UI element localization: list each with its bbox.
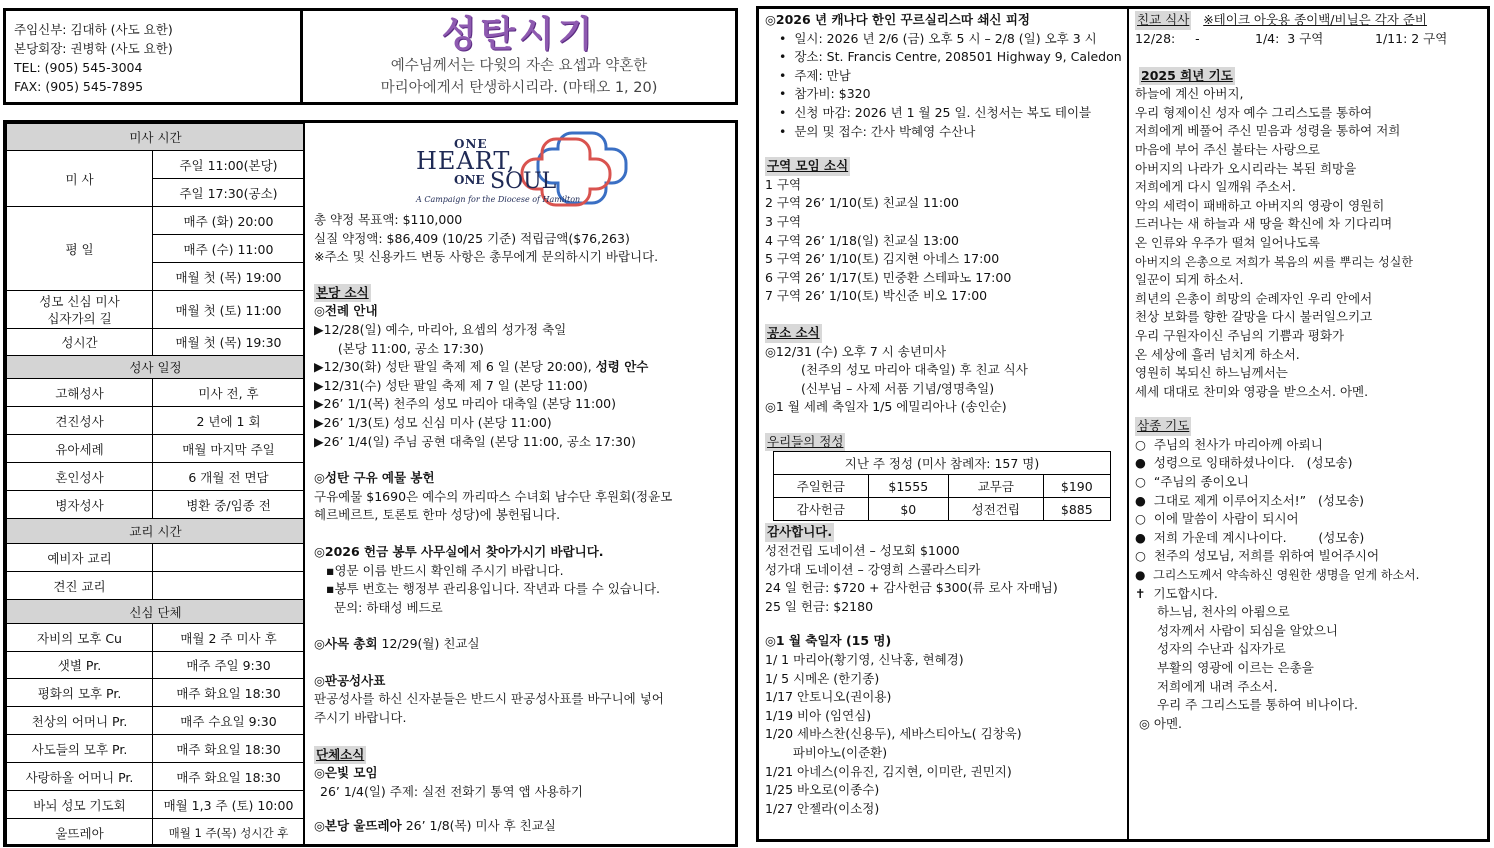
prayer-line: 일꾼이 되게 하소서. <box>1135 272 1244 288</box>
campaign-goal: 총 약정 목표액: $110,000 <box>314 212 463 227</box>
district-title: 구역 모임 소식 <box>765 157 850 176</box>
catechism-name: 견진 교리 <box>7 572 153 600</box>
campaign-note: ※주소 및 신용카드 변동 사항은 총무에게 문의하시기 바랍니다. <box>314 249 659 265</box>
retreat-item: • 신청 마감: 2026 년 1 월 25 일. 신청서는 복도 테이블 <box>779 104 1092 120</box>
prayer-line: 온 세상에 흘러 넘치게 하소서. <box>1135 346 1300 362</box>
prayer-line: 마음에 부어 주신 불타는 사랑으로 <box>1135 141 1320 157</box>
confession-line-1: 판공성사를 하신 신자분들은 반드시 판공성사표를 바구니에 넣어 <box>314 691 664 707</box>
offering-amount: $190 <box>1043 475 1110 498</box>
schedule-table <box>6 123 305 847</box>
fellowship-note: ※테이크 아웃용 종이백/비닐은 각자 준비 <box>1203 12 1427 27</box>
feast-item: 1/ 1 마리아(황기영, 신낙홍, 현혜경) <box>765 652 964 668</box>
silver-text: 26’ 1/4(일) 주제: 실전 전화기 통역 앱 사용하기 <box>320 783 583 799</box>
liturgy-bold-suffix: 성령 안수 <box>595 359 649 375</box>
campaign-actual: 실질 약정액: $86,409 (10/25 기준) 적립금액($76,263) <box>314 230 630 246</box>
angelus-text: 주님의 천사가 마리아께 아뢰니 <box>1153 436 1323 452</box>
liturgy-title: ◎전례 안내 <box>314 303 378 319</box>
verse-line-2: 마리아에게서 탄생하시리라. (마태오 1, 20) <box>380 80 658 96</box>
right-panel <box>756 6 1490 842</box>
mass-label: 미 사 <box>7 151 153 207</box>
prayer-line: 영원히 복되신 하느님께서는 <box>1135 365 1288 381</box>
retreat-item: • 장소: St. Francis Centre, 208501 Highway 9, Caledon <box>779 49 1122 65</box>
angelus-text: 저희 가운데 계시나이다. (성모송) <box>1153 529 1365 545</box>
angelus-text: 기도합시다. <box>1153 585 1218 601</box>
offering-label: 교무금 <box>949 475 1044 498</box>
group-name: 자비의 모후 Cu <box>7 624 153 652</box>
marian-mass-label-1: 성모 신심 미사 <box>39 293 120 309</box>
retreat-item-text: 참가비: $320 <box>794 86 871 102</box>
offering-label: 성전건립 <box>949 498 1044 521</box>
angelus-text: “주님의 종이오니 <box>1153 474 1249 490</box>
thanks-title: 감사합니다. <box>765 523 834 542</box>
confession-line-2: 주시기 바랍니다. <box>314 710 407 726</box>
angelus-mark: ● <box>1135 492 1146 508</box>
mass-sunday-2: 주일 17:30(공소) <box>153 179 305 207</box>
cross-icon: ✝ <box>1135 585 1146 601</box>
general-meeting-title: ◎사목 총회 <box>314 636 378 652</box>
prayer-line: 천상 보화를 향한 갈망을 다시 불러일으키고 <box>1135 309 1373 325</box>
group-value: 매월 1,3 주 (토) 10:00 <box>153 791 305 819</box>
confession-title: ◎판공성사표 <box>314 672 386 688</box>
district-item: 5 구역 26’ 1/10(토) 김지현 아네스 17:00 <box>765 251 1000 267</box>
catechism-value <box>153 572 305 600</box>
title-box <box>300 8 738 105</box>
offering-amount: $885 <box>1043 498 1110 521</box>
angelus-line <box>1135 436 1485 455</box>
phone-number: TEL: (905) 545-3004 <box>14 60 143 75</box>
angelus-text: 그리스도께서 약속하신 영원한 생명을 얻게 하소서. <box>1153 568 1420 583</box>
group-name: 천상의 어머니 Pr. <box>7 707 153 735</box>
parish-column <box>314 211 672 836</box>
group-value: 매월 2 주 미사 후 <box>153 624 305 652</box>
group-name: 울뜨레아 <box>7 819 153 847</box>
angelus-mark: ○ <box>1135 511 1146 527</box>
jubilee-prayer-title: 2025 희년 기도 <box>1139 67 1235 86</box>
news-column <box>765 11 1125 818</box>
district-item: 2 구역 26’ 1/10(토) 친교실 11:00 <box>765 195 959 211</box>
ultreya <box>314 817 672 836</box>
retreat-item-text: 장소: St. Francis Centre, 208501 Highway 9, Caledon <box>794 49 1122 65</box>
group-name: 바뇌 성모 기도회 <box>7 791 153 819</box>
fellowship-title: 친교 식사 <box>1135 11 1191 30</box>
envelope-title: ◎2026 헌금 봉투 사무실에서 찾아가시기 바랍니다. <box>314 543 604 559</box>
prayer-line: 저희에게 베풀어 주신 믿음과 성령을 통하여 저희 <box>1135 123 1401 139</box>
district-item: 4 구역 26’ 1/18(일) 친교실 13:00 <box>765 232 959 248</box>
prayer-line: 저희에게 다시 일깨워 주소서. <box>1135 179 1296 195</box>
offering-title: 우리들의 정성 <box>765 433 845 452</box>
verse-line-1: 예수님께서는 다윗의 자손 요셉과 약혼한 <box>390 58 648 74</box>
envelope-line-1: ▪영문 이름 반드시 확인해 주시기 바랍니다. <box>326 562 564 578</box>
angelus-title: 삼종 기도 <box>1135 417 1191 436</box>
group-value: 매주 주일 9:30 <box>153 652 305 679</box>
group-value: 매월 1 주(목) 성시간 후 <box>153 819 305 847</box>
liturgy-item: ▶12/30(화) 성탄 팔일 축제 제 6 일 (본당 20:00), <box>314 359 596 375</box>
ultreya-title: ◎본당 울뜨레아 <box>314 818 402 834</box>
parish-president: 본당회장: 권병학 (사도 요한) <box>14 41 173 56</box>
mission-line-3: (신부님 – 사제 서품 기념/영명축일) <box>801 380 995 396</box>
weekday-1: 매주 (화) 20:00 <box>153 207 305 235</box>
thanks-item: 25 일 헌금: $2180 <box>765 598 874 614</box>
angelus-text: 천주의 성모님, 저희를 위하여 빌어주시어 <box>1153 548 1380 564</box>
catechism-value <box>153 544 305 572</box>
sacrament-value: 2 년에 1 회 <box>153 407 305 435</box>
weekday-label: 평 일 <box>7 207 153 291</box>
angelus-text: 그대로 제게 이루어지소서!” (성모송) <box>1153 492 1365 508</box>
sacrament-value: 6 개월 전 면담 <box>153 463 305 491</box>
retreat-item: • 일시: 2026 년 2/6 (금) 오후 5 시 – 2/8 (일) 오후 3 시 <box>779 30 1097 46</box>
angelus-line <box>1135 529 1485 548</box>
angelus-line <box>1135 547 1485 566</box>
silver-title: ◎은빛 모임 <box>314 765 378 781</box>
offering-table <box>773 451 1111 521</box>
district-item: 3 구역 <box>765 213 802 229</box>
prayer-line: 우리 구원자이신 주님의 기쁨과 평화가 <box>1135 327 1345 343</box>
feast-item: 파비아노(이준환) <box>765 745 888 760</box>
angelus-line <box>1135 492 1485 511</box>
marian-mass-label <box>7 291 153 329</box>
angelus-line <box>1135 454 1485 473</box>
right-column-divider <box>1127 9 1129 839</box>
logo-one-bottom: ONE <box>454 173 485 187</box>
group-name: 사도들의 모후 Pr. <box>7 735 153 763</box>
sacrament-value: 병환 중/임종 전 <box>153 491 305 519</box>
liturgy-item: ▶12/31(수) 성탄 팔일 축제 제 7 일 (본당 11:00) <box>314 377 588 393</box>
prayer-line: 드러나는 새 하늘과 새 땅을 확신에 차 기다리며 <box>1135 216 1393 232</box>
fellowship-date: 12/28: - <box>1135 30 1200 46</box>
retreat-item-text: 문의 및 접수: 간사 박혜영 수산나 <box>794 123 976 139</box>
contact-box <box>3 8 303 105</box>
angelus-closing: 성자의 수난과 십자가로 <box>1157 641 1286 657</box>
feast-item: 1/17 안토니오(권이용) <box>765 689 892 705</box>
angelus-closing: 저희에게 내려 주소서. <box>1157 678 1278 694</box>
mass-sunday-1: 주일 11:00(본당) <box>153 151 305 179</box>
angelus-line <box>1135 510 1485 529</box>
liturgy-item: ▶26’ 1/3(토) 성모 신심 미사 (본당 11:00) <box>314 414 552 430</box>
fellowship-header <box>1135 11 1485 30</box>
feast-title: ◎1 월 축일자 (15 명) <box>765 633 892 649</box>
fellowship-date: 1/4: 3 구역 <box>1255 30 1324 46</box>
angelus-amen: ◎ 아멘. <box>1139 715 1183 731</box>
sacrament-name: 견진성사 <box>7 407 153 435</box>
angelus-closing: 부활의 영광에 이르는 은총을 <box>1157 660 1314 675</box>
group-name: 평화의 모후 Pr. <box>7 679 153 707</box>
fellowship-schedule <box>1135 30 1485 49</box>
thanks-item: 24 일 헌금: $720 + 감사헌금 $300(류 로사 자매님) <box>765 580 1058 596</box>
prayer-column <box>1135 11 1485 733</box>
angelus-mark: ○ <box>1135 474 1146 490</box>
envelope-line-3: 문의: 하태성 베드로 <box>334 599 443 615</box>
angelus-mark: ○ <box>1135 548 1146 564</box>
prayer-line: 희년의 은총이 희망의 순례자인 우리 안에서 <box>1135 290 1373 306</box>
thanks-item: 성가대 도네이션 – 강영희 스콜라스티카 <box>765 561 981 577</box>
pastor-name: 주임신부: 김대하 (사도 요한) <box>14 22 173 37</box>
liturgy-item: ▶12/28(일) 예수, 마리아, 요셉의 성가정 축일 <box>314 321 567 337</box>
weekday-2: 매주 (수) 11:00 <box>153 235 305 263</box>
retreat-item-text: 일시: 2026 년 2/6 (금) 오후 5 시 – 2/8 (일) 오후 3 시 <box>794 30 1097 46</box>
sacrament-name: 병자성사 <box>7 491 153 519</box>
mission-line-4: ◎1 월 세례 축일자 1/5 에밀리아나 (송인순) <box>765 399 1007 415</box>
feast-item: 1/20 세바스찬(신용두), 세바스티아노( 김창욱) <box>765 726 1022 742</box>
angelus-mark: ● <box>1135 455 1146 471</box>
marian-mass-label-2: 십자가의 길 <box>47 310 112 326</box>
offering-amount: $0 <box>868 498 948 521</box>
group-news-title: 단체소식 <box>314 746 366 765</box>
mission-line-1: ◎12/31 (수) 오후 7 시 송년미사 <box>765 343 947 359</box>
prayer-line: 세세 대대로 찬미와 영광을 받으소서. 아멘. <box>1135 383 1369 399</box>
logo-heart: HEART, <box>416 147 516 175</box>
catechism-name: 예비자 교리 <box>7 544 153 572</box>
fellowship-date: 1/11: 2 구역 <box>1375 30 1448 46</box>
prayer-line: 우리 형제이신 성자 예수 그리스도를 통하여 <box>1135 104 1373 120</box>
angelus-line <box>1135 585 1485 604</box>
retreat-item-text: 주제: 만남 <box>794 67 851 83</box>
general-meeting-detail: 12/29(월) 친교실 <box>377 636 480 652</box>
group-name: 샛별 Pr. <box>7 652 153 679</box>
liturgy-item: (본당 11:00, 공소 17:30) <box>314 340 484 356</box>
retreat-item-text: 신청 마감: 2026 년 1 월 25 일. 신청서는 복도 테이블 <box>794 104 1092 120</box>
sacrament-value: 매월 마지막 주일 <box>153 435 305 463</box>
prayer-line: 온 인류와 우주가 떨쳐 일어나도록 <box>1135 234 1320 250</box>
gift-line-1: 구유예물 $1690은 예수의 까리따스 수녀회 남수단 후원회(정윤모 <box>314 488 673 504</box>
group-name: 사랑하올 어머니 Pr. <box>7 763 153 791</box>
group-value: 매주 화요일 18:30 <box>153 735 305 763</box>
group-value: 매주 화요일 18:30 <box>153 763 305 791</box>
retreat-item: • 주제: 만남 <box>779 67 851 83</box>
fax-number: FAX: (905) 545-7895 <box>14 79 144 94</box>
general-meeting <box>314 635 672 654</box>
thanks-item: 성전건립 도네이션 – 성모회 $1000 <box>765 543 960 559</box>
column-divider <box>303 123 305 845</box>
angelus-text: 성령으로 잉태하셨나이다. (성모송) <box>1153 455 1353 471</box>
catechism-header: 교리 시간 <box>7 519 305 544</box>
parish-news-title: 본당 소식 <box>314 284 371 303</box>
district-item: 6 구역 26’ 1/17(토) 민중환 스테파노 17:00 <box>765 269 1012 285</box>
feast-item: 1/ 5 시메온 (한기종) <box>765 670 880 686</box>
mission-line-2: (천주의 성모 마리아 대축일) 후 친교 식사 <box>801 362 1028 378</box>
envelope-line-2: ▪봉투 번호는 행정부 관리용입니다. 작년과 다를 수 있습니다. <box>326 581 661 597</box>
gift-line-2: 헤르베르트, 토론토 한마 성당)에 봉헌됩니다. <box>314 507 561 523</box>
sacrament-name: 유아세례 <box>7 435 153 463</box>
offering-amount: $1555 <box>868 475 948 498</box>
holy-hour-label: 성시간 <box>7 329 153 356</box>
ultreya-detail: 26’ 1/8(목) 미사 후 친교실 <box>401 818 556 834</box>
angelus-text: 이에 말씀이 사람이 되시어 <box>1153 511 1299 527</box>
offering-label: 감사헌금 <box>774 498 869 521</box>
retreat-item: • 참가비: $320 <box>779 86 871 102</box>
liturgy-item: ▶26’ 1/1(목) 천주의 성모 마리아 대축일 (본당 11:00) <box>314 396 617 412</box>
offering-label: 주일헌금 <box>774 475 869 498</box>
angelus-mark: ● <box>1135 529 1146 545</box>
sacrament-name: 고해성사 <box>7 379 153 407</box>
logo-soul: SOUL <box>490 169 557 194</box>
feast-item: 1/19 비아 (임연심) <box>765 707 872 723</box>
gift-title: ◎성탄 구유 예물 봉헌 <box>314 470 435 486</box>
feast-item: 1/25 바오로(이종수) <box>765 782 880 798</box>
groups-header: 신심 단체 <box>7 600 305 624</box>
mass-time-header: 미사 시간 <box>7 124 305 151</box>
angelus-line <box>1135 473 1485 492</box>
retreat-item: • 문의 및 접수: 간사 박혜영 수산나 <box>779 123 976 139</box>
left-panel <box>3 120 738 847</box>
angelus-closing: 하느님, 천사의 아룀으로 <box>1157 604 1290 620</box>
prayer-line: 악의 세력이 패배하고 아버지의 영광이 영원히 <box>1135 197 1385 213</box>
sacrament-value: 미사 전, 후 <box>153 379 305 407</box>
liturgy-item: ▶26’ 1/4(일) 주님 공현 대축일 (본당 11:00, 공소 17:30) <box>314 433 636 449</box>
page-title: 성탄시기 <box>441 14 597 55</box>
offering-caption: 지난 주 정성 (미사 참례자: 157 명) <box>774 452 1111 475</box>
angelus-closing: 성자께서 사람이 되심을 알았으니 <box>1157 622 1338 638</box>
angelus-line <box>1135 566 1485 585</box>
angelus-closing: 우리 주 그리스도를 통하여 비나이다. <box>1157 697 1358 713</box>
group-value: 매주 수요일 9:30 <box>153 707 305 735</box>
mission-title: 공소 소식 <box>765 324 822 343</box>
sacrament-header: 성사 일정 <box>7 356 305 379</box>
logo-tagline: A Campaign for the Diocese of Hamilton <box>416 195 581 204</box>
prayer-line: 하늘에 계신 아버지, <box>1135 86 1244 102</box>
marian-mass-value: 매월 첫 (토) 11:00 <box>153 291 305 329</box>
sacrament-name: 혼인성사 <box>7 463 153 491</box>
district-item: 7 구역 26’ 1/10(토) 박신준 비오 17:00 <box>765 288 988 304</box>
angelus-mark: ● <box>1135 568 1146 583</box>
retreat-title: ◎2026 년 캐나다 한인 꾸르실리스따 쇄신 피정 <box>765 12 1031 27</box>
district-item: 1 구역 <box>765 176 802 192</box>
feast-item: 1/27 안젤라(이소정) <box>765 800 880 816</box>
feast-item: 1/21 아네스(이유진, 김지현, 이미란, 권민지) <box>765 763 1012 779</box>
one-heart-one-soul-logo <box>410 129 640 209</box>
liturgy-item-confirmation <box>314 358 672 377</box>
weekday-3: 매월 첫 (목) 19:00 <box>153 263 305 291</box>
logo-one-top: ONE <box>454 137 488 151</box>
prayer-line: 아버지의 은총으로 저희가 복음의 씨를 뿌리는 성실한 <box>1135 254 1413 269</box>
holy-hour-value: 매월 첫 (목) 19:30 <box>153 329 305 356</box>
angelus-mark: ○ <box>1135 436 1146 452</box>
prayer-line: 아버지의 나라가 오시리라는 복된 희망을 <box>1135 160 1357 176</box>
group-value: 매주 화요일 18:30 <box>153 679 305 707</box>
